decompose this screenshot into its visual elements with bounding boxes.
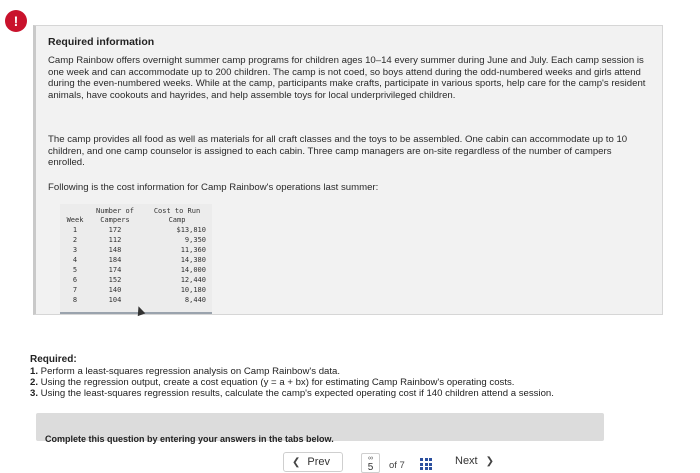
next-label: Next — [455, 455, 478, 467]
cell-campers: 104 — [108, 296, 122, 304]
header-week: Week — [66, 216, 84, 224]
info-title: Required information — [48, 36, 155, 48]
cell-campers: 174 — [108, 266, 122, 274]
cost-data-table — [60, 204, 212, 312]
question-navigation — [0, 452, 700, 473]
cell-campers: 112 — [108, 236, 122, 244]
header-campers-line2: Campers — [100, 216, 130, 224]
grid-icon[interactable] — [420, 458, 432, 470]
required-item-text: Perform a least-squares regression analysis on Camp Rainbow's data. — [38, 366, 341, 377]
table-row — [60, 226, 212, 236]
current-page-indicator[interactable] — [361, 453, 380, 473]
required-title: Required: — [30, 354, 77, 365]
cell-campers: 140 — [108, 286, 122, 294]
instruction-text: Complete this question by entering your answers in the tabs below. — [45, 434, 334, 444]
table-header-row-2 — [60, 216, 212, 226]
chevron-right-icon: ❯ — [485, 456, 495, 467]
chevron-left-icon: ❮ — [292, 456, 301, 468]
cell-cost: 11,360 — [180, 246, 206, 254]
cell-campers: 172 — [108, 226, 122, 234]
table-row — [60, 276, 212, 286]
cell-cost: 12,440 — [180, 276, 206, 284]
cell-week: 1 — [72, 226, 78, 234]
table-row — [60, 266, 212, 276]
next-button[interactable] — [455, 455, 494, 467]
info-paragraph-1: Camp Rainbow offers overnight summer camp programs for children ages 10–14 every summer during June and July. Each camp session is one week and can accommodate up to 200 children. The camp is not coed, so boys attend during the odd-numbered weeks and girls attend during the even-numbered weeks. While at the camp, participants make crafts, participate in various sports, help care for the camp's resident animals, have cookouts and hayrides, and help assemble toys for local underprivileged children. — [48, 55, 646, 101]
info-paragraph-2: The camp provides all food as well as materials for all craft classes and the toys to be assembled. One cabin can accommodate up to 10 children, and one camp counselor is assigned to each cabin. Three camp managers are on-site regardless of the number of campers enrolled. — [48, 134, 628, 169]
required-item-text: Using the least-squares regression results, calculate the camp's expected operating cost if 140 children attend a session. — [38, 388, 554, 399]
prev-label: Prev — [307, 456, 331, 468]
cell-cost: 8,440 — [184, 296, 206, 304]
prev-button[interactable] — [283, 452, 343, 472]
cell-week: 4 — [72, 256, 78, 264]
required-item-number: 1. — [30, 366, 39, 377]
cell-week: 7 — [72, 286, 78, 294]
required-item-number: 3. — [30, 388, 39, 399]
required-item-text: Using the regression output, create a cost equation (y = a + bx) for estimating Camp Rainbow's operating costs. — [38, 377, 515, 388]
header-cost-line1: Cost to Run — [153, 207, 201, 215]
table-row — [60, 286, 212, 296]
cell-campers: 184 — [108, 256, 122, 264]
page-total: of 7 — [389, 460, 405, 471]
cell-week: 8 — [72, 296, 78, 304]
cell-week: 2 — [72, 236, 78, 244]
required-item-3 — [30, 388, 554, 399]
required-item-2 — [30, 377, 514, 388]
cell-cost: $13,810 — [176, 226, 206, 234]
required-item-1 — [30, 366, 340, 377]
required-item-number: 2. — [30, 377, 39, 388]
table-row — [60, 246, 212, 256]
cell-week: 6 — [72, 276, 78, 284]
cell-week: 3 — [72, 246, 78, 254]
cell-campers: 152 — [108, 276, 122, 284]
current-page-number: 5 — [367, 462, 374, 473]
header-campers-line1: Number of — [96, 207, 134, 215]
cell-campers: 148 — [108, 246, 122, 254]
cell-cost: 14,380 — [180, 256, 206, 264]
cell-cost: 14,000 — [180, 266, 206, 274]
table-row — [60, 256, 212, 266]
cell-week: 5 — [72, 266, 78, 274]
info-paragraph-3: Following is the cost information for Camp Rainbow's operations last summer: — [48, 182, 379, 193]
alert-icon: ! — [5, 10, 27, 32]
header-cost-line2: Camp — [168, 216, 186, 224]
table-row — [60, 236, 212, 246]
cell-cost: 9,350 — [184, 236, 206, 244]
link-icon: ∞ — [368, 455, 373, 462]
table-row — [60, 296, 212, 306]
cell-cost: 10,180 — [180, 286, 206, 294]
